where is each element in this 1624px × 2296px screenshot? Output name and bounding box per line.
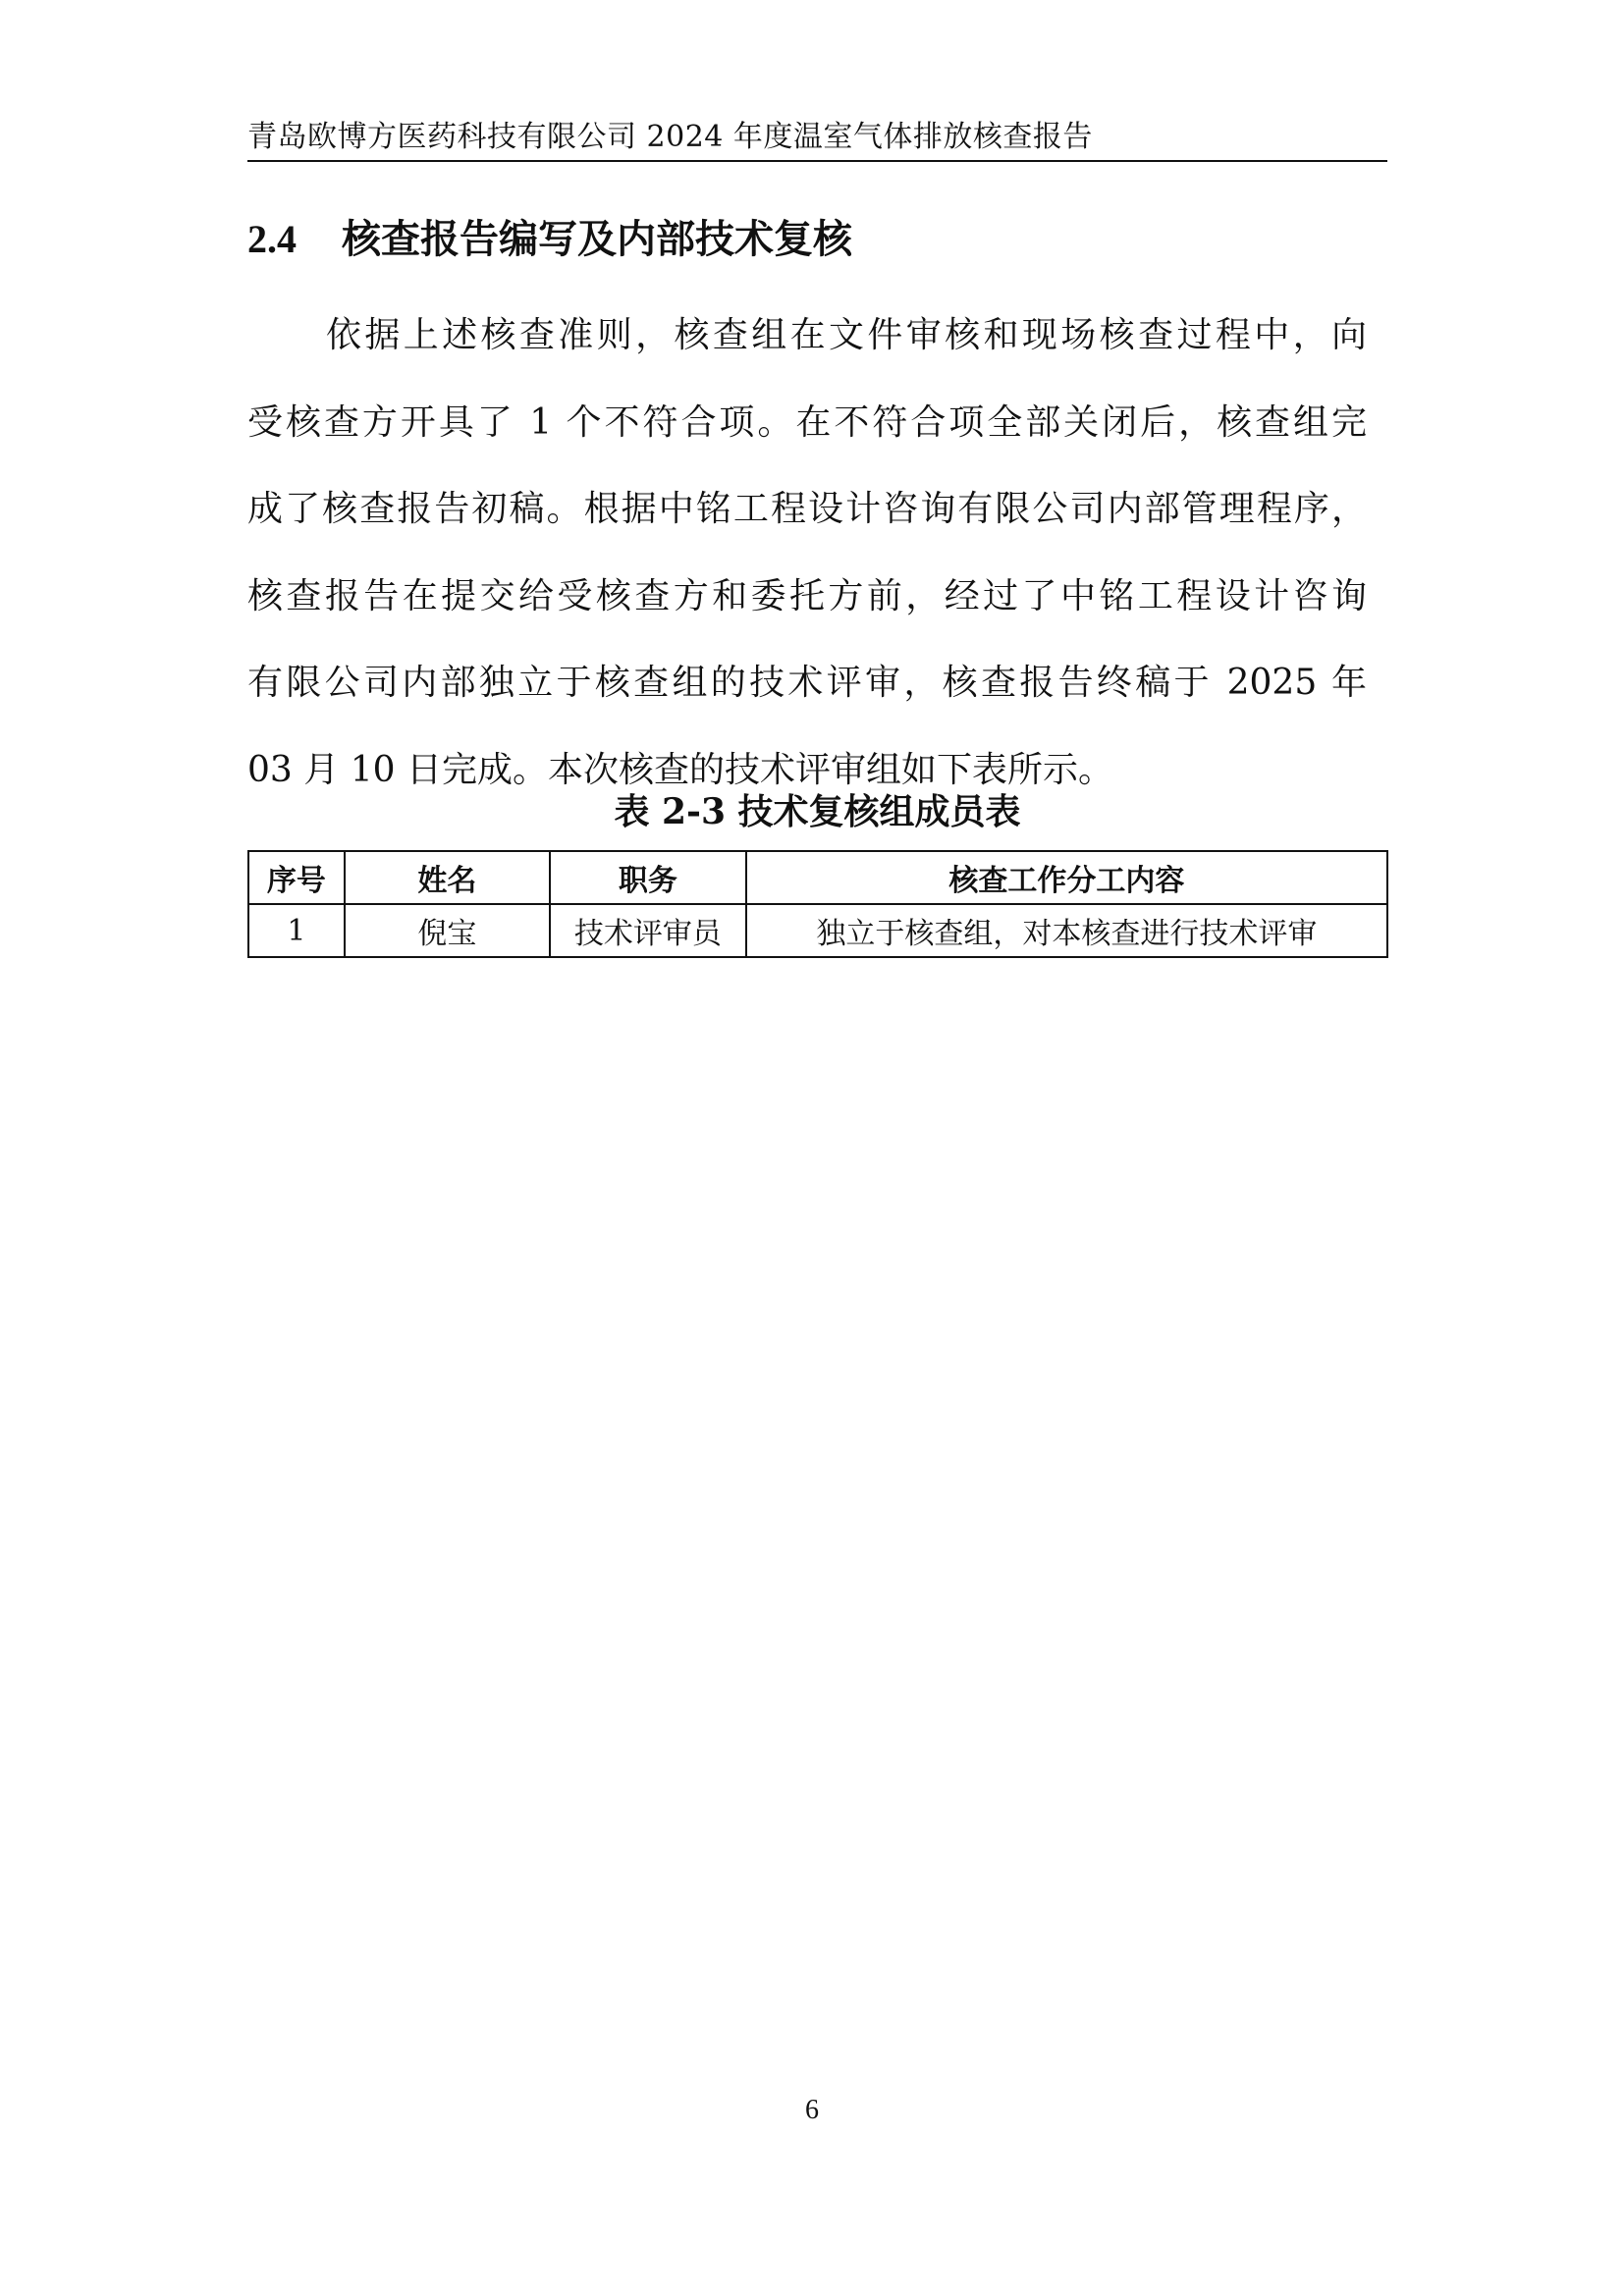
section-number: 2.4 [247, 217, 297, 261]
column-header-name: 姓名 [345, 851, 550, 904]
cell-position: 技术评审员 [550, 904, 746, 957]
paragraph-line: 受核查方开具了 1 个不符合项。在不符合项全部关闭后，核查组完 [247, 401, 1367, 443]
cell-name: 倪宝 [345, 904, 550, 957]
section-title: 核查报告编写及内部技术复核 [342, 216, 852, 262]
document-header: 青岛欧博方医药科技有限公司 2024 年度温室气体排放核查报告 [247, 120, 1093, 154]
review-team-table [247, 850, 1388, 958]
table-row [248, 904, 1387, 957]
paragraph-line: 有限公司内部独立于核查组的技术评审，核查报告终稿于 2025 年 [247, 663, 1367, 703]
paragraph-line: 成了核查报告初稿。根据中铭工程设计咨询有限公司内部管理程序， [247, 489, 1367, 529]
table-header-row [248, 851, 1387, 904]
page-number: 6 [805, 2095, 819, 2125]
column-header-position: 职务 [550, 851, 746, 904]
column-header-duty: 核查工作分工内容 [746, 851, 1387, 904]
body-paragraph [247, 293, 1367, 814]
table-caption: 表 2-3 技术复核组成员表 [614, 791, 1021, 832]
paragraph-line: 核查报告在提交给受核查方和委托方前，经过了中铭工程设计咨询 [247, 575, 1367, 616]
cell-index: 1 [248, 904, 345, 957]
column-header-index: 序号 [248, 851, 345, 904]
paragraph-line: 依据上述核查准则，核查组在文件审核和现场核查过程中，向 [326, 315, 1367, 355]
header-divider [247, 160, 1387, 162]
paragraph-line: 03 月 10 日完成。本次核查的技术评审组如下表所示。 [247, 749, 1113, 790]
cell-duty: 独立于核查组，对本核查进行技术评审 [746, 904, 1387, 957]
section-heading [247, 210, 852, 269]
